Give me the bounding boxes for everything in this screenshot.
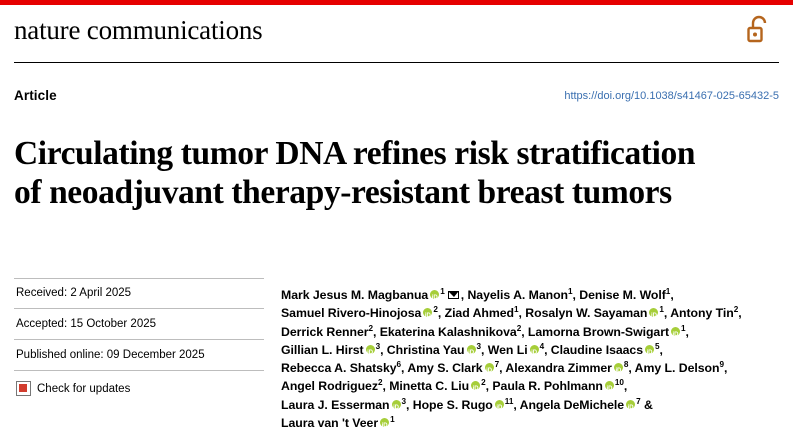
affiliation-marker[interactable]: 1 (659, 305, 664, 315)
author-name: , Antony Tin (663, 306, 734, 321)
affiliation-marker[interactable]: 1 (390, 414, 395, 424)
orcid-icon[interactable] (671, 327, 680, 336)
open-access-lock-icon (745, 14, 771, 46)
affiliation-marker[interactable]: 2 (516, 323, 522, 333)
author-name: , Lamorna Brown-Swigart (521, 324, 669, 339)
affiliation-marker[interactable]: 1 (440, 286, 445, 296)
orcid-icon[interactable] (530, 345, 539, 354)
author-name: , Ekaterina Kalashnikova (372, 324, 517, 339)
orcid-icon[interactable] (430, 290, 439, 299)
affiliation-marker[interactable]: 2 (368, 323, 373, 333)
article-history (14, 278, 264, 396)
masthead-divider (14, 62, 779, 63)
crossmark-icon (16, 381, 31, 396)
orcid-icon[interactable] (485, 363, 494, 372)
check-for-updates-label: Check for updates (37, 382, 131, 395)
affiliation-marker[interactable]: 1 (514, 305, 519, 315)
orcid-icon[interactable] (471, 381, 480, 390)
author-line (281, 414, 781, 432)
author-name: , Paula R. Pohlmann (485, 379, 603, 394)
page-title: Circulating tumor DNA refines risk stratification of neoadjuvant therapy-resistant breast tumors (14, 135, 696, 212)
accepted-date: Accepted: 15 October 2025 (14, 309, 264, 340)
affiliation-marker[interactable]: 7 (636, 396, 641, 406)
author-list (281, 286, 781, 432)
author-line (281, 396, 781, 414)
orcid-icon[interactable] (649, 308, 658, 317)
author-name: , Ziad Ahmed (437, 306, 515, 321)
affiliation-marker[interactable]: 2 (733, 305, 739, 315)
author-line (281, 341, 781, 359)
affiliation-marker[interactable]: 3 (375, 341, 381, 351)
author-name: Mark Jesus M. Magbanua (281, 288, 429, 302)
author-name: , Wen Li (481, 342, 528, 357)
author-name: , Minetta C. Liu (382, 379, 470, 394)
author-name: Rebecca A. Shatsky (281, 361, 397, 376)
author-name: Laura van 't Veer (281, 416, 379, 431)
orcid-icon[interactable] (366, 345, 375, 354)
masthead (14, 14, 779, 56)
author-name: Angel Rodriguez (281, 379, 378, 394)
author-name: , Amy S. Clark (401, 361, 483, 376)
orcid-icon[interactable] (495, 400, 504, 409)
author-name: , Claudine Isaacs (544, 342, 644, 357)
author-name: , (723, 361, 728, 376)
author-name: , Amy L. Delson (628, 361, 720, 376)
orcid-icon[interactable] (392, 400, 401, 409)
affiliation-marker[interactable]: 2 (433, 305, 438, 315)
orcid-icon[interactable] (605, 381, 614, 390)
affiliation-marker[interactable]: 2 (377, 378, 383, 388)
author-name: , Denise M. Wolf (572, 288, 666, 302)
author-name: , (623, 379, 628, 394)
affiliation-marker[interactable]: 3 (476, 341, 482, 351)
article-type-label: Article (14, 88, 57, 103)
author-name: Samuel Rivero-Hinojosa (281, 306, 422, 321)
affiliation-marker[interactable]: 1 (665, 286, 671, 296)
affiliation-marker[interactable]: 7 (494, 360, 500, 370)
orcid-icon[interactable] (467, 345, 476, 354)
author-name: Laura J. Esserman (281, 397, 390, 412)
author-name: , (659, 342, 663, 357)
orcid-icon[interactable] (423, 308, 432, 317)
author-line (281, 377, 781, 395)
orcid-icon[interactable] (614, 363, 623, 372)
affiliation-marker[interactable]: 11 (504, 396, 514, 406)
check-for-updates[interactable] (14, 371, 264, 396)
published-date: Published online: 09 December 2025 (14, 340, 264, 371)
affiliation-marker[interactable]: 1 (568, 286, 573, 296)
orcid-icon[interactable] (626, 400, 635, 409)
article-header-row (14, 88, 779, 108)
affiliation-marker[interactable]: 5 (655, 341, 660, 351)
affiliation-marker[interactable]: 10 (614, 378, 624, 388)
affiliation-marker[interactable]: 2 (481, 378, 486, 388)
journal-title: nature communications (14, 15, 263, 45)
author-name: , Nayelis A. Manon (460, 288, 569, 302)
top-accent-rule (0, 0, 793, 5)
orcid-icon[interactable] (380, 418, 389, 427)
affiliation-marker[interactable]: 3 (401, 396, 407, 406)
received-date: Received: 2 April 2025 (14, 278, 264, 309)
author-name: , Christina Yau (380, 342, 465, 357)
author-name: & (640, 397, 653, 412)
affiliation-marker[interactable]: 9 (719, 360, 724, 370)
author-name: , Hope S. Rugo (406, 397, 493, 412)
author-name: , (738, 306, 742, 321)
orcid-icon[interactable] (645, 345, 654, 354)
author-name: , Alexandra Zimmer (499, 361, 612, 376)
email-icon[interactable] (448, 291, 459, 299)
author-line (281, 286, 781, 304)
doi-link[interactable]: https://doi.org/10.1038/s41467-025-65432-5 (564, 90, 779, 102)
affiliation-marker[interactable]: 4 (539, 341, 545, 351)
author-name: , (670, 288, 674, 302)
affiliation-marker[interactable]: 6 (396, 360, 402, 370)
author-name: , Angela DeMichele (513, 397, 625, 412)
author-name: , Rosalyn W. Sayaman (518, 306, 648, 321)
author-name: Derrick Renner (281, 324, 369, 339)
affiliation-marker[interactable]: 8 (623, 360, 629, 370)
author-name: , (685, 324, 689, 339)
author-line (281, 304, 781, 322)
author-line (281, 323, 781, 341)
author-name: Gillian L. Hirst (281, 342, 364, 357)
affiliation-marker[interactable]: 1 (681, 323, 686, 333)
